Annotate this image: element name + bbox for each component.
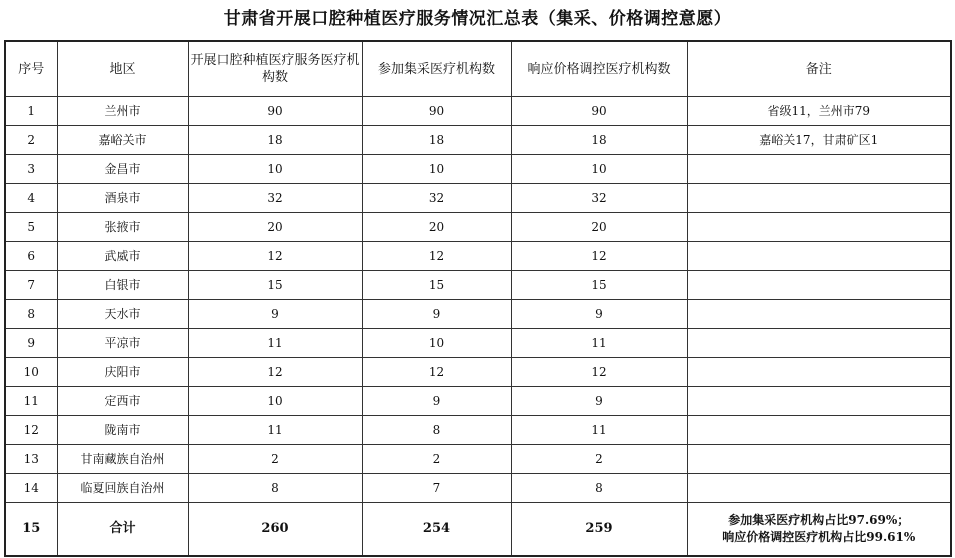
row-index: 10 <box>5 358 57 387</box>
row-region: 白银市 <box>57 271 188 300</box>
row-price-count: 32 <box>511 184 687 213</box>
row-price-count: 9 <box>511 300 687 329</box>
row-price-count: 11 <box>511 329 687 358</box>
row-region: 定西市 <box>57 387 188 416</box>
row-join-count: 12 <box>362 358 511 387</box>
table-row <box>5 97 951 126</box>
row-open-count: 10 <box>188 155 362 184</box>
row-join-count: 9 <box>362 300 511 329</box>
row-join-count: 2 <box>362 445 511 474</box>
table-row <box>5 155 951 184</box>
total-note-line2: 响应价格调控医疗机构占比99.61% <box>722 530 916 544</box>
table-row <box>5 329 951 358</box>
row-region: 嘉峪关市 <box>57 126 188 155</box>
header-region: 地区 <box>57 41 188 97</box>
row-open-count: 2 <box>188 445 362 474</box>
table-row <box>5 242 951 271</box>
header-price-count: 响应价格调控医疗机构数 <box>511 41 687 97</box>
row-open-count: 18 <box>188 126 362 155</box>
row-price-count: 20 <box>511 213 687 242</box>
header-note: 备注 <box>687 41 951 97</box>
row-join-count: 10 <box>362 155 511 184</box>
row-note <box>687 387 951 416</box>
row-price-count: 18 <box>511 126 687 155</box>
row-note <box>687 445 951 474</box>
row-price-count: 15 <box>511 271 687 300</box>
row-index: 13 <box>5 445 57 474</box>
row-price-count: 12 <box>511 358 687 387</box>
table-row <box>5 474 951 503</box>
row-join-count: 20 <box>362 213 511 242</box>
row-region: 兰州市 <box>57 97 188 126</box>
row-join-count: 18 <box>362 126 511 155</box>
row-join-count: 12 <box>362 242 511 271</box>
row-index: 8 <box>5 300 57 329</box>
total-label: 合计 <box>57 503 188 557</box>
row-join-count: 10 <box>362 329 511 358</box>
row-open-count: 32 <box>188 184 362 213</box>
row-price-count: 8 <box>511 474 687 503</box>
total-price-count: 259 <box>511 503 687 557</box>
row-note <box>687 213 951 242</box>
row-note <box>687 329 951 358</box>
table-row <box>5 184 951 213</box>
row-open-count: 8 <box>188 474 362 503</box>
total-row <box>5 503 951 557</box>
row-region: 酒泉市 <box>57 184 188 213</box>
row-price-count: 9 <box>511 387 687 416</box>
row-index: 11 <box>5 387 57 416</box>
row-region: 天水市 <box>57 300 188 329</box>
row-join-count: 90 <box>362 97 511 126</box>
row-region: 金昌市 <box>57 155 188 184</box>
table-row <box>5 300 951 329</box>
table-row <box>5 271 951 300</box>
row-note <box>687 242 951 271</box>
total-join-count: 254 <box>362 503 511 557</box>
row-index: 14 <box>5 474 57 503</box>
row-region: 张掖市 <box>57 213 188 242</box>
table-row <box>5 416 951 445</box>
row-region: 庆阳市 <box>57 358 188 387</box>
table-row <box>5 213 951 242</box>
row-open-count: 20 <box>188 213 362 242</box>
row-note <box>687 184 951 213</box>
row-open-count: 11 <box>188 329 362 358</box>
row-index: 2 <box>5 126 57 155</box>
row-price-count: 12 <box>511 242 687 271</box>
row-note <box>687 300 951 329</box>
row-note <box>687 416 951 445</box>
row-price-count: 90 <box>511 97 687 126</box>
row-open-count: 12 <box>188 242 362 271</box>
row-note <box>687 271 951 300</box>
row-index: 12 <box>5 416 57 445</box>
row-join-count: 32 <box>362 184 511 213</box>
row-region: 临夏回族自治州 <box>57 474 188 503</box>
row-region: 陇南市 <box>57 416 188 445</box>
header-open-count: 开展口腔种植医疗服务医疗机构数 <box>188 41 362 97</box>
row-note <box>687 474 951 503</box>
row-price-count: 11 <box>511 416 687 445</box>
row-price-count: 2 <box>511 445 687 474</box>
summary-table <box>4 40 952 557</box>
header-index: 序号 <box>5 41 57 97</box>
table-row <box>5 445 951 474</box>
row-index: 1 <box>5 97 57 126</box>
total-note <box>687 503 951 557</box>
row-join-count: 7 <box>362 474 511 503</box>
row-open-count: 10 <box>188 387 362 416</box>
page-title: 甘肃省开展口腔种植医疗服务情况汇总表（集采、价格调控意愿） <box>223 9 732 29</box>
row-region: 武威市 <box>57 242 188 271</box>
row-join-count: 8 <box>362 416 511 445</box>
row-index: 7 <box>5 271 57 300</box>
table-row <box>5 358 951 387</box>
row-index: 3 <box>5 155 57 184</box>
row-note <box>687 358 951 387</box>
table-row <box>5 387 951 416</box>
row-index: 4 <box>5 184 57 213</box>
total-note-line1: 参加集采医疗机构占比97.69%； <box>728 513 910 527</box>
row-region: 甘南藏族自治州 <box>57 445 188 474</box>
row-price-count: 10 <box>511 155 687 184</box>
row-open-count: 12 <box>188 358 362 387</box>
row-note: 省级11，兰州市79 <box>687 97 951 126</box>
row-region: 平凉市 <box>57 329 188 358</box>
row-open-count: 11 <box>188 416 362 445</box>
total-index: 15 <box>5 503 57 557</box>
row-open-count: 15 <box>188 271 362 300</box>
row-index: 6 <box>5 242 57 271</box>
row-note <box>687 155 951 184</box>
header-join-count: 参加集采医疗机构数 <box>362 41 511 97</box>
row-note: 嘉峪关17，甘肃矿区1 <box>687 126 951 155</box>
row-join-count: 9 <box>362 387 511 416</box>
row-open-count: 9 <box>188 300 362 329</box>
row-index: 5 <box>5 213 57 242</box>
table-row <box>5 126 951 155</box>
row-index: 9 <box>5 329 57 358</box>
table-header-row <box>5 41 951 97</box>
row-join-count: 15 <box>362 271 511 300</box>
row-open-count: 90 <box>188 97 362 126</box>
total-open-count: 260 <box>188 503 362 557</box>
